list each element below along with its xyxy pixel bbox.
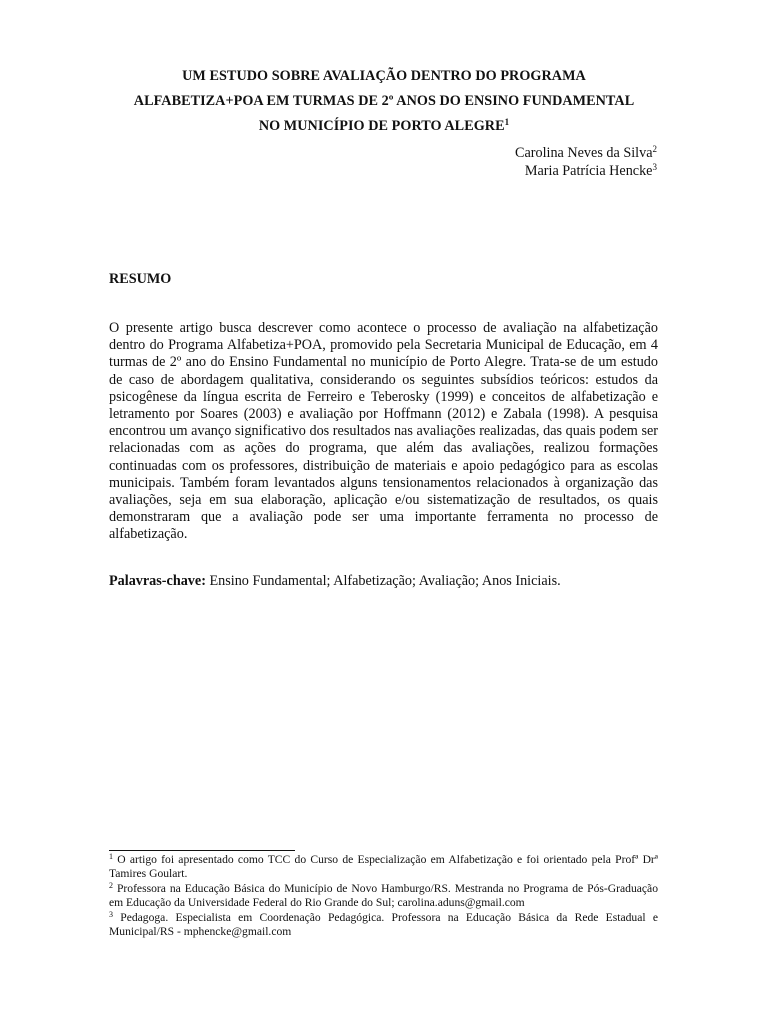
author-1 (515, 144, 657, 162)
title-line-3 (100, 114, 668, 139)
author-2-name: Maria Patrícia Hencke (524, 163, 653, 179)
footnote-2 (109, 882, 658, 909)
title-line-3-text: NO MUNICÍPIO DE PORTO ALEGRE (258, 118, 505, 134)
keywords-text: Ensino Fundamental; Alfabetização; Avaliação; Anos Iniciais. (205, 573, 561, 589)
author-1-name: Carolina Neves da Silva (514, 145, 653, 161)
footnote-3 (109, 911, 658, 938)
footnote-1-text: O artigo foi apresentado como TCC do Curso de Especialização em Alfabetização e foi orientado pela Profª Drª Tamires Goulart. (109, 853, 658, 880)
paper-title (100, 64, 668, 139)
footnote-2-text: Professora na Educação Básica do Município de Novo Hamburgo/RS. Mestranda no Programa de Pós-Graduação em Educação da Universidade Federal do Rio Grande do Sul; carolina.aduns@gmail.com (109, 882, 658, 909)
author-2 (515, 162, 657, 180)
author-2-footnote-ref: 3 (652, 162, 657, 172)
footnotes (109, 853, 658, 941)
author-1-footnote-ref: 2 (652, 144, 657, 154)
footnote-1 (109, 853, 658, 880)
footnote-separator (109, 850, 295, 851)
footnote-3-number: 3 (109, 910, 113, 920)
footnote-1-number: 1 (109, 852, 113, 861)
abstract-text: O presente artigo busca descrever como acontece o processo de avaliação na alfabetização dentro do Programa Alfabetiza+POA, promovido pela Secretaria Municipal de Educação, em 4 turmas de 2º ano do Ensino Fundamental no município de Porto Alegre. Trata-se de um estudo de caso de abordagem qualitativa, considerando os seguintes subsídios teóricos: estudos da psicogênese da língua escrita de Ferreiro e Teberosky (1999) e conceitos de alfabetização e letramento por Soares (2003) e avaliação por Hoffmann (2012) e Zabala (1998). A pesquisa encontrou um avanço significativo dos resultados nas avaliações realizadas, das quais podem ser relacionadas com as ações do programa, que além das avaliações, realizou formações continuadas com os professores, distribuição de materiais e apoio pedagógico para as escolas municipais. Também foram levantados alguns tensionamentos relacionados à organização das avaliações, seja em sua elaboração, aplicação e/ou sistematização de resultados, os quais demonstraram que a avaliação pode ser uma importante ferramenta no processo de alfabetização. (109, 320, 658, 543)
author-list (515, 144, 657, 180)
keywords (109, 572, 658, 590)
title-footnote-ref: 1 (504, 117, 510, 127)
title-line-1: UM ESTUDO SOBRE AVALIAÇÃO DENTRO DO PROGRAMA (182, 68, 586, 84)
footnote-3-text: Pedagoga. Especialista em Coordenação Pedagógica. Professora na Educação Básica da Rede Estadual e Municipal/RS - mphencke@gmail.com (109, 911, 658, 938)
abstract-heading: RESUMO (109, 271, 172, 287)
keywords-label: Palavras-chave: (109, 573, 206, 589)
footnote-2-number: 2 (109, 881, 113, 891)
title-line-2: ALFABETIZA+POA EM TURMAS DE 2º ANOS DO ENSINO FUNDAMENTAL (133, 93, 635, 109)
